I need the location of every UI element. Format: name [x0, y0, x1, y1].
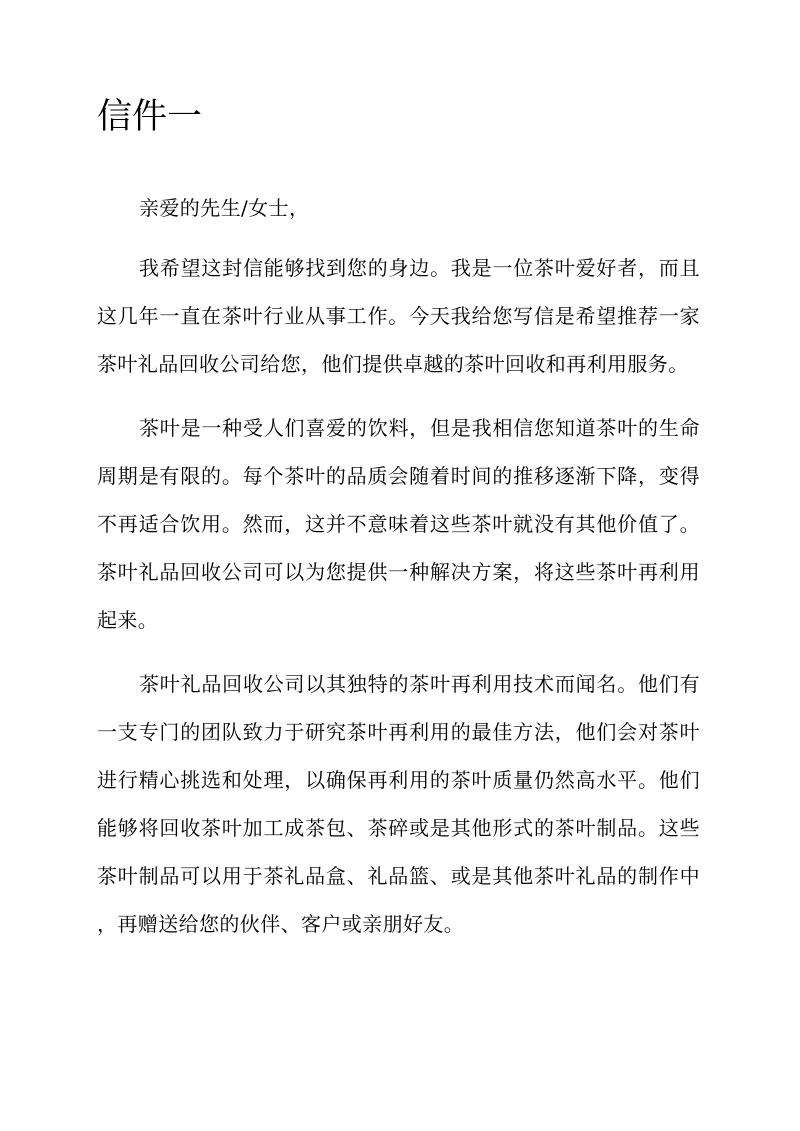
paragraph-line: 周期是有限的。每个茶叶的品质会随着时间的推移逐渐下降，变得 — [97, 464, 700, 488]
paragraph-line: 茶叶礼品回收公司可以为您提供一种解决方案，将这些茶叶再利用 — [97, 560, 700, 584]
greeting: 亲爱的先生/女士， — [139, 196, 310, 220]
paragraph-1 — [97, 244, 700, 388]
letter-body — [97, 184, 700, 964]
paragraph-line: 茶叶礼品回收公司给您，他们提供卓越的茶叶回收和再利用服务。 — [97, 352, 689, 376]
paragraph-line: 一支专门的团队致力于研究茶叶再利用的最佳方法，他们会对茶叶 — [97, 720, 700, 744]
paragraph-line: 茶叶制品可以用于茶礼品盒、礼品篮、或是其他茶叶礼品的制作中 — [97, 864, 700, 888]
paragraph-line: ，再赠送给您的伙伴、客户或亲朋好友。 — [97, 912, 465, 936]
letter-title: 信件一 — [97, 97, 203, 137]
paragraph-3 — [97, 660, 700, 948]
paragraph-line: 能够将回收茶叶加工成茶包、茶碎或是其他形式的茶叶制品。这些 — [97, 816, 700, 840]
paragraph-line: 不再适合饮用。然而，这并不意味着这些茶叶就没有其他价值了。 — [97, 512, 700, 536]
paragraph-line: 这几年一直在茶叶行业从事工作。今天我给您写信是希望推荐一家 — [97, 304, 700, 328]
paragraph-line: 我希望这封信能够找到您的身边。我是一位茶叶爱好者，而且 — [139, 256, 700, 280]
paragraph-2 — [97, 404, 700, 644]
paragraph-line: 茶叶礼品回收公司以其独特的茶叶再利用技术而闻名。他们有 — [139, 672, 700, 696]
paragraph-line: 起来。 — [97, 608, 159, 632]
paragraph-line: 进行精心挑选和处理，以确保再利用的茶叶质量仍然高水平。他们 — [97, 768, 700, 792]
paragraph-line: 茶叶是一种受人们喜爱的饮料，但是我相信您知道茶叶的生命 — [139, 416, 700, 440]
